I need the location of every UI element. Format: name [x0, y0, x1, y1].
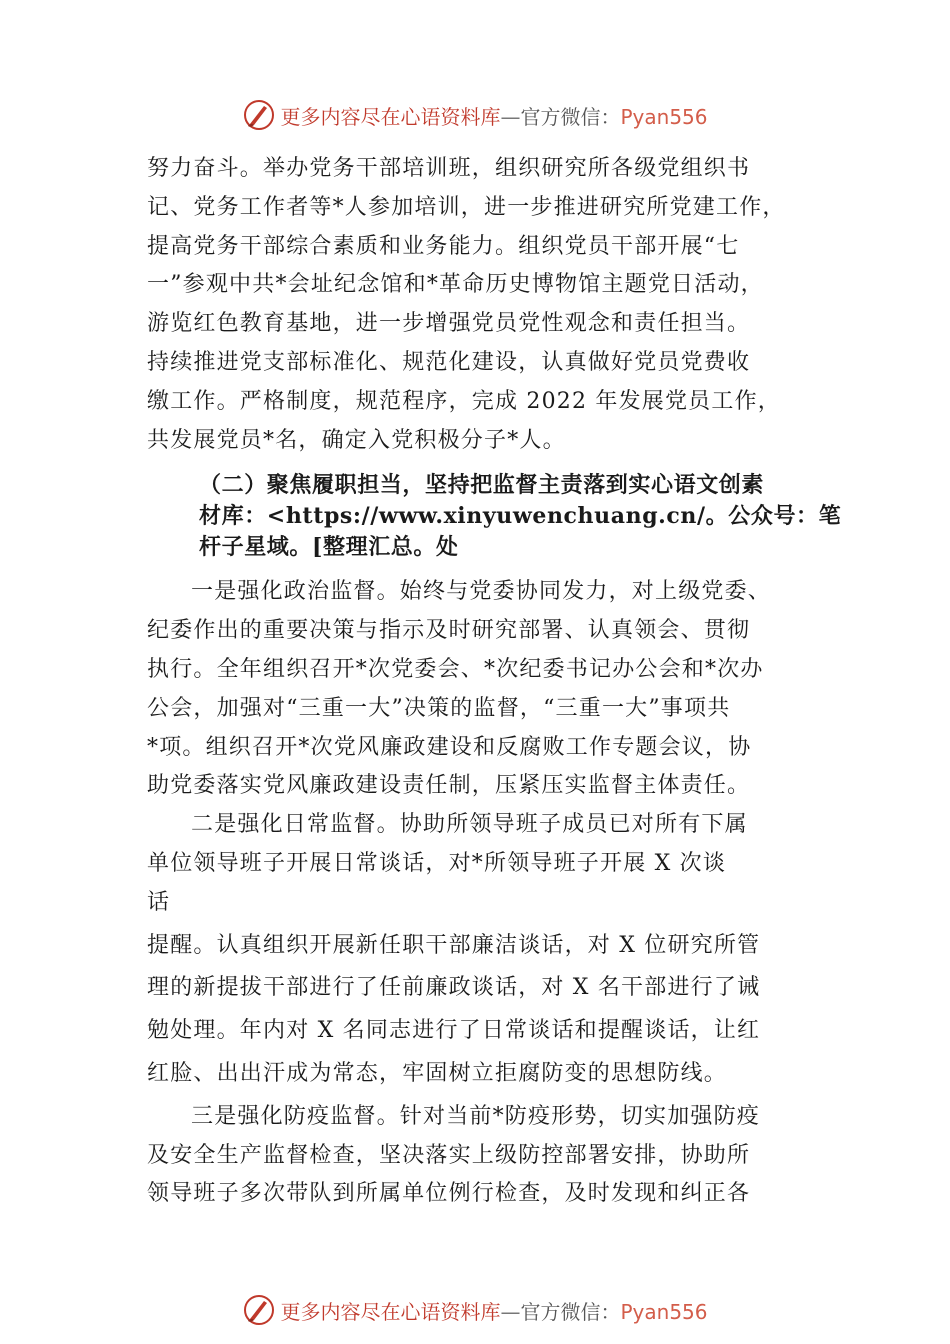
section-heading-line: （二）聚焦履职担当，坚持把监督主责落到实心语文创素: [199, 472, 765, 499]
text-line: 努力奋斗。举办党务干部培训班，组织研究所各级党组织书: [147, 156, 751, 181]
watermark-id: Pyan556: [620, 104, 708, 129]
text-line: 领导班子多次带队到所属单位例行检查，及时发现和纠正各: [147, 1181, 751, 1207]
text-line: 公会，加强对“三重一大”决策的监督，“三重一大”事项共: [147, 695, 731, 721]
text-line: 助党委落实党风廉政建设责任制，压紧压实监督主体责任。: [147, 773, 751, 799]
text-line: 持续推进党支部标准化、规范化建设，认真做好党员党费收: [147, 349, 751, 375]
section-heading-line: 材库：<https://www.xinyuwenchuang.cn/。公众号：笔: [199, 503, 842, 530]
watermark-dash: —: [500, 1299, 521, 1324]
text-line: 纪委作出的重要决策与指示及时研究部署、认真领会、贯彻: [147, 618, 751, 644]
text-line: 执行。全年组织召开*次党委会、*次纪委书记办公会和*次办: [147, 656, 764, 682]
watermark-text: [280, 101, 707, 130]
text-line: 提醒。认真组织开展新任职干部廉洁谈话，对 X 位研究所管: [147, 932, 761, 958]
footer-watermark: [0, 1290, 950, 1330]
watermark-wechat: 官方微信：: [520, 104, 621, 129]
text-line: 二是强化日常监督。协助所领导班子成员已对所有下属: [191, 812, 748, 838]
watermark-prefix: 更多内容尽在心语资料库: [280, 104, 501, 129]
watermark-id: Pyan556: [620, 1299, 708, 1324]
watermark-dash: —: [500, 104, 521, 129]
text-line: 红脸、出出汗成为常态，牢固树立拒腐防变的思想防线。: [147, 1060, 728, 1086]
watermark-text: [280, 1296, 707, 1325]
watermark-prefix: 更多内容尽在心语资料库: [280, 1299, 501, 1324]
document-body: [147, 150, 842, 1214]
header-watermark: [0, 95, 950, 135]
text-line: 单位领导班子开展日常谈话，对*所领导班子开展 X 次谈: [147, 850, 727, 876]
text-line: 游览红色教育基地，进一步增强党员党性观念和责任担当。: [147, 311, 751, 337]
text-line: *项。组织召开*次党风廉政建设和反腐败工作专题会议，协: [147, 734, 752, 760]
brush-logo-icon: [242, 1293, 276, 1327]
text-line: 提高党务干部综合素质和业务能力。组织党员干部开展“七: [147, 233, 740, 259]
text-line: 理的新提拔干部进行了任前廉政谈话，对 X 名干部进行了诫: [147, 975, 761, 1001]
text-line: 记、党务工作者等*人参加培训，进一步推进研究所党建工作，: [147, 194, 786, 220]
text-line: 缴工作。严格制度，规范程序，完成 2022 年发展党员工作，: [147, 388, 781, 414]
text-line: 三是强化防疫监督。针对当前*防疫形势，切实加强防疫: [191, 1103, 761, 1129]
text-line: 共发展党员*名，确定入党积极分子*人。: [147, 427, 566, 453]
section-heading-line: 杆子星域。[整理汇总。处: [199, 534, 459, 561]
text-line: 勉处理。年内对 X 名同志进行了日常谈话和提醒谈话，让红: [147, 1018, 761, 1044]
text-line: 及安全生产监督检查，坚决落实上级防控部署安排，协助所: [147, 1142, 751, 1168]
text-line: 话: [147, 889, 171, 915]
text-line: 一”参观中共*会址纪念馆和*革命历史博物馆主题党日活动，: [147, 272, 764, 298]
text-line: 一是强化政治监督。始终与党委协同发力，对上级党委、: [191, 579, 772, 605]
brush-logo-icon: [242, 98, 276, 132]
watermark-wechat: 官方微信：: [520, 1299, 621, 1324]
